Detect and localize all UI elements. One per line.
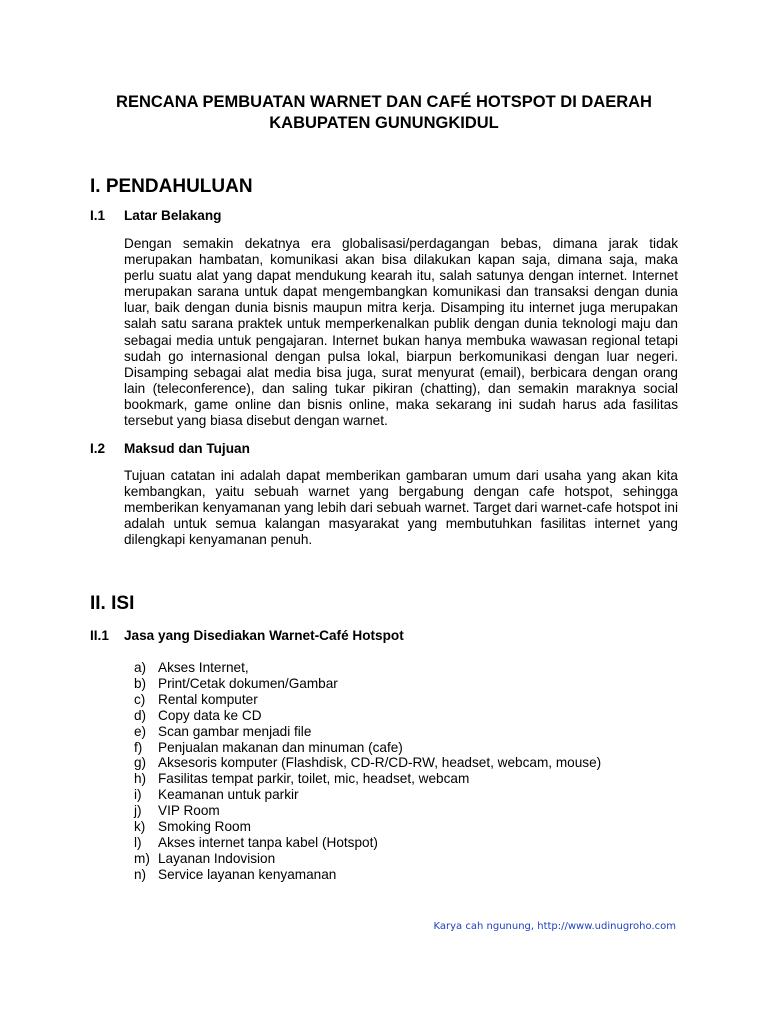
list-marker: i) (134, 787, 142, 803)
list-marker: k) (134, 819, 146, 835)
document-title (60, 92, 708, 134)
list-item (134, 660, 601, 676)
list-item-text: Keamanan untuk parkir (158, 787, 299, 803)
list-item (134, 676, 601, 692)
list-item-text: Smoking Room (158, 819, 251, 835)
list-item-text: Akses internet tanpa kabel (Hotspot) (158, 834, 378, 850)
list-item-text: VIP Room (158, 803, 220, 819)
list-item-text: Scan gambar menjadi file (158, 723, 312, 739)
list-item (134, 787, 601, 803)
list-item (134, 803, 601, 819)
footer-credit: Karya cah ngunung, http://www.udinugroho.com (433, 921, 676, 932)
list-marker: d) (134, 707, 147, 723)
list-item (134, 692, 601, 708)
section-heading-pendahuluan: I. PENDAHULUAN (90, 176, 253, 197)
list-marker: f) (134, 739, 143, 755)
list-item-text: Copy data ke CD (158, 707, 262, 723)
list-item-text: Aksesoris komputer (Flashdisk, CD-R/CD-RW, headset, webcam, mouse) (158, 755, 602, 771)
list-item (134, 740, 601, 756)
paragraph-latar-belakang: Dengan semakin dekatnya era globalisasi/perdagangan bebas, dimana jarak tidak merupakan hambatan, komunikasi akan bisa dilakukan kapan saja, dimana saja, maka perlu suatu alat yang dapat mendukung kearah itu, salah satunya dengan internet. Internet merupakan sarana untuk dapat mengembangkan komunikasi dan transaksi dengan dunia luar, baik dengan dunia bisnis maupun mitra kerja. Disamping itu internet juga merupakan salah satu sarana praktek untuk memperkenalkan publik dengan dunia teknologi maju dan sebagai media untuk pengajaran. Internet bukan hanya membuka wawasan regional tetapi sudah go internasional dengan pulsa lokal, biarpun berkomunikasi dengan luar negeri. Disamping sebagai alat media bisa juga, surat menyurat (email), berbicara dengan orang lain (teleconference), dan saling tukar pikiran (chatting), dan semakin maraknya social bookmark, game online dan bisnis online, maka sekarang ini sudah harus ada fasilitas tersebut yang biasa disebut dengan warnet. (124, 236, 678, 429)
title-line-2: KABUPATEN GUNUNGKIDUL (269, 114, 499, 132)
section-heading-isi: II. ISI (90, 593, 135, 614)
subsection-title: Latar Belakang (124, 208, 222, 223)
list-item-text: Layanan Indovision (158, 850, 276, 866)
list-marker: g) (134, 755, 147, 771)
list-item (134, 724, 601, 740)
list-item-text: Akses Internet, (158, 660, 249, 675)
services-list (134, 660, 601, 883)
subsection-number: I.1 (90, 208, 106, 223)
list-item-text: Service layanan kenyamanan (158, 866, 337, 882)
subsection-heading-jasa (90, 628, 404, 644)
list-item (134, 867, 601, 883)
subsection-title: Jasa yang Disediakan Warnet-Café Hotspot (124, 628, 404, 643)
list-marker: l) (134, 834, 142, 850)
list-marker: m) (134, 850, 150, 866)
subsection-number: I.2 (90, 441, 106, 456)
list-marker: e) (134, 723, 147, 739)
list-item (134, 835, 601, 851)
list-item-text: Fasilitas tempat parkir, toilet, mic, headset, webcam (158, 771, 470, 787)
title-line-1: RENCANA PEMBUATAN WARNET DAN CAFÉ HOTSPOT DI DAERAH (116, 93, 652, 111)
list-item-text: Rental komputer (158, 691, 258, 707)
subsection-number: II.1 (90, 628, 109, 643)
list-item-text: Penjualan makanan dan minuman (cafe) (158, 739, 403, 755)
list-item (134, 708, 601, 724)
list-marker: j) (134, 803, 142, 819)
list-marker: c) (134, 691, 146, 707)
list-marker: h) (134, 771, 147, 787)
list-marker: b) (134, 675, 147, 691)
list-item (134, 755, 601, 771)
list-item (134, 771, 601, 787)
list-item (134, 851, 601, 867)
list-item-text: Print/Cetak dokumen/Gambar (158, 675, 338, 691)
subsection-heading-latar-belakang (90, 208, 221, 224)
list-item (134, 819, 601, 835)
list-marker: a) (134, 660, 147, 675)
subsection-title: Maksud dan Tujuan (124, 441, 250, 456)
paragraph-maksud-tujuan: Tujuan catatan ini adalah dapat memberikan gambaran umum dari usaha yang akan kita kembangkan, yaitu sebuah warnet yang bergabung dengan cafe hotspot, sehingga memberikan kenyamanan yang lebih dari sebuah warnet. Target dari warnet-cafe hotspot ini adalah untuk semua kalangan masyarakat yang membutuhkan fasilitas internet yang dilengkapi kenyamanan penuh. (124, 468, 678, 548)
subsection-heading-maksud-tujuan (90, 441, 250, 457)
list-marker: n) (134, 866, 147, 882)
